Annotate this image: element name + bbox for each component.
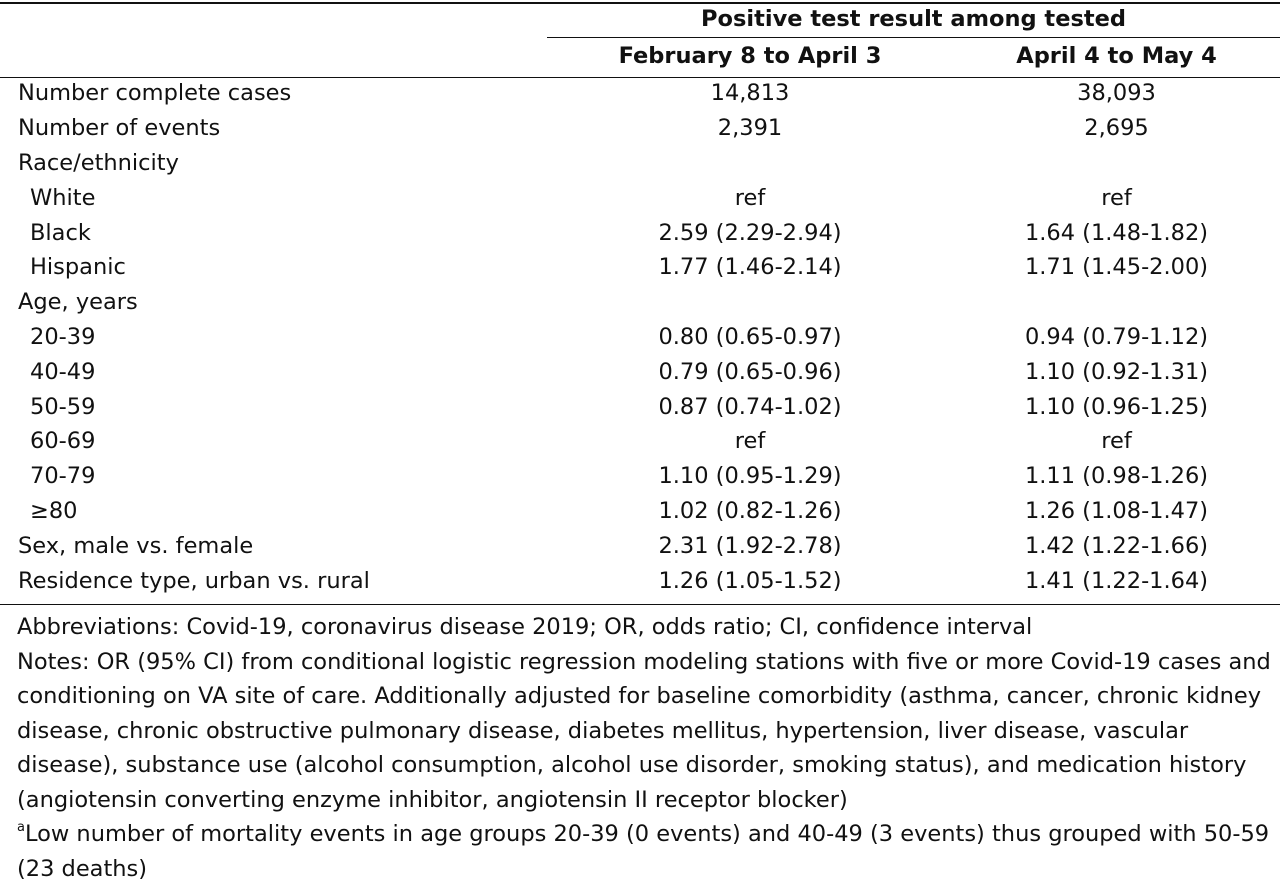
footnote-text: Low number of mortality events in age groups 20-39 (0 events) and 40-49 (3 events) thus grouped with 50-59 (23 deaths) [17, 821, 1270, 882]
table-row [0, 321, 1280, 356]
value-period-2: 1.64 (1.48-1.82) [1024, 219, 1209, 246]
table-notes [17, 610, 1275, 886]
table-row [0, 425, 1280, 460]
footnote-marker: a [17, 820, 25, 835]
column-header-period-2: April 4 to May 4 [1016, 43, 1217, 70]
table-body [0, 77, 1280, 599]
table-row [0, 529, 1280, 564]
value-period-2: ref [1101, 428, 1132, 455]
table-row [0, 390, 1280, 425]
value-period-1 [547, 147, 953, 182]
value-period-1: 0.87 (0.74-1.02) [658, 393, 842, 420]
row-label: ≥80 [30, 498, 78, 525]
value-period-1: 0.79 (0.65-0.96) [658, 358, 842, 385]
header-blank [0, 37, 547, 77]
table-row [0, 77, 1280, 112]
value-period-1: 1.77 (1.46-2.14) [658, 254, 842, 281]
row-label: Number complete cases [18, 80, 292, 107]
value-period-1: 1.26 (1.05-1.52) [658, 567, 842, 594]
bottom-rule [0, 604, 1280, 605]
results-table [0, 3, 1280, 599]
methods-note: Notes: OR (95% CI) from conditional logistic regression modeling stations with five or more Covid-19 cases and conditioning on VA site of care. Additionally adjusted for baseline comorbidity (asthma, cancer, chronic kidney disease, chronic obstructive pulmonary disease, diabetes mellitus, hypertension, liver disease, vascular disease), substance use (alcohol consumption, alcohol use disorder, smoking status), and medication history (angiotensin converting enzyme inhibitor, angiotensin II receptor blocker) [17, 648, 1271, 813]
row-label: 50-59 [30, 393, 96, 420]
value-period-1: ref [734, 428, 766, 455]
table-row [0, 112, 1280, 147]
row-label: Age, years [18, 289, 138, 316]
value-period-2: 1.71 (1.45-2.00) [1024, 254, 1209, 281]
abbreviations-note: Abbreviations: Covid-19, coronavirus disease 2019; OR, odds ratio; CI, confidence interval [17, 614, 1033, 640]
group-header: Positive test result among tested [701, 6, 1126, 33]
row-label: 70-79 [30, 463, 96, 490]
value-period-2: 1.41 (1.22-1.64) [1024, 567, 1209, 594]
value-period-2: 2,695 [1084, 115, 1149, 142]
row-label: Race/ethnicity [18, 150, 179, 177]
row-label: Sex, male vs. female [18, 532, 254, 559]
table-row [0, 495, 1280, 530]
value-period-2: 38,093 [1077, 80, 1156, 107]
value-period-1 [547, 286, 953, 321]
row-label: 20-39 [30, 324, 96, 351]
value-period-2 [953, 286, 1280, 321]
row-label: Black [30, 219, 91, 246]
table-row [0, 251, 1280, 286]
value-period-2: 1.10 (0.92-1.31) [1024, 358, 1209, 385]
value-period-2: 0.94 (0.79-1.12) [1024, 324, 1209, 351]
value-period-1: 2,391 [717, 115, 783, 142]
row-label: Number of events [18, 115, 221, 142]
row-label: Residence type, urban vs. rural [18, 567, 370, 594]
row-label: White [30, 184, 96, 211]
value-period-1: 2.59 (2.29-2.94) [658, 219, 842, 246]
table-row [0, 286, 1280, 321]
row-label: 40-49 [30, 358, 96, 385]
table-row [0, 181, 1280, 216]
group-header-row [0, 3, 1280, 37]
value-period-2: ref [1101, 184, 1132, 211]
header-blank [0, 3, 547, 37]
value-period-1: 1.10 (0.95-1.29) [658, 463, 842, 490]
table-row [0, 216, 1280, 251]
value-period-2: 1.10 (0.96-1.25) [1024, 393, 1209, 420]
table-row [0, 147, 1280, 182]
row-label: 60-69 [30, 428, 96, 455]
value-period-1: 2.31 (1.92-2.78) [658, 532, 842, 559]
value-period-1: 0.80 (0.65-0.97) [658, 324, 842, 351]
footnote [17, 817, 1275, 886]
value-period-2: 1.11 (0.98-1.26) [1024, 463, 1209, 490]
column-header-row [0, 37, 1280, 77]
row-label: Hispanic [30, 254, 126, 281]
value-period-1: 1.02 (0.82-1.26) [658, 498, 842, 525]
table-row [0, 355, 1280, 390]
value-period-2: 1.26 (1.08-1.47) [1024, 498, 1209, 525]
table-row [0, 460, 1280, 495]
table-row [0, 564, 1280, 599]
column-header-period-1: February 8 to April 3 [618, 43, 882, 70]
value-period-1: 14,813 [710, 80, 790, 107]
value-period-1: ref [734, 184, 766, 211]
value-period-2 [953, 147, 1280, 182]
value-period-2: 1.42 (1.22-1.66) [1024, 532, 1209, 559]
